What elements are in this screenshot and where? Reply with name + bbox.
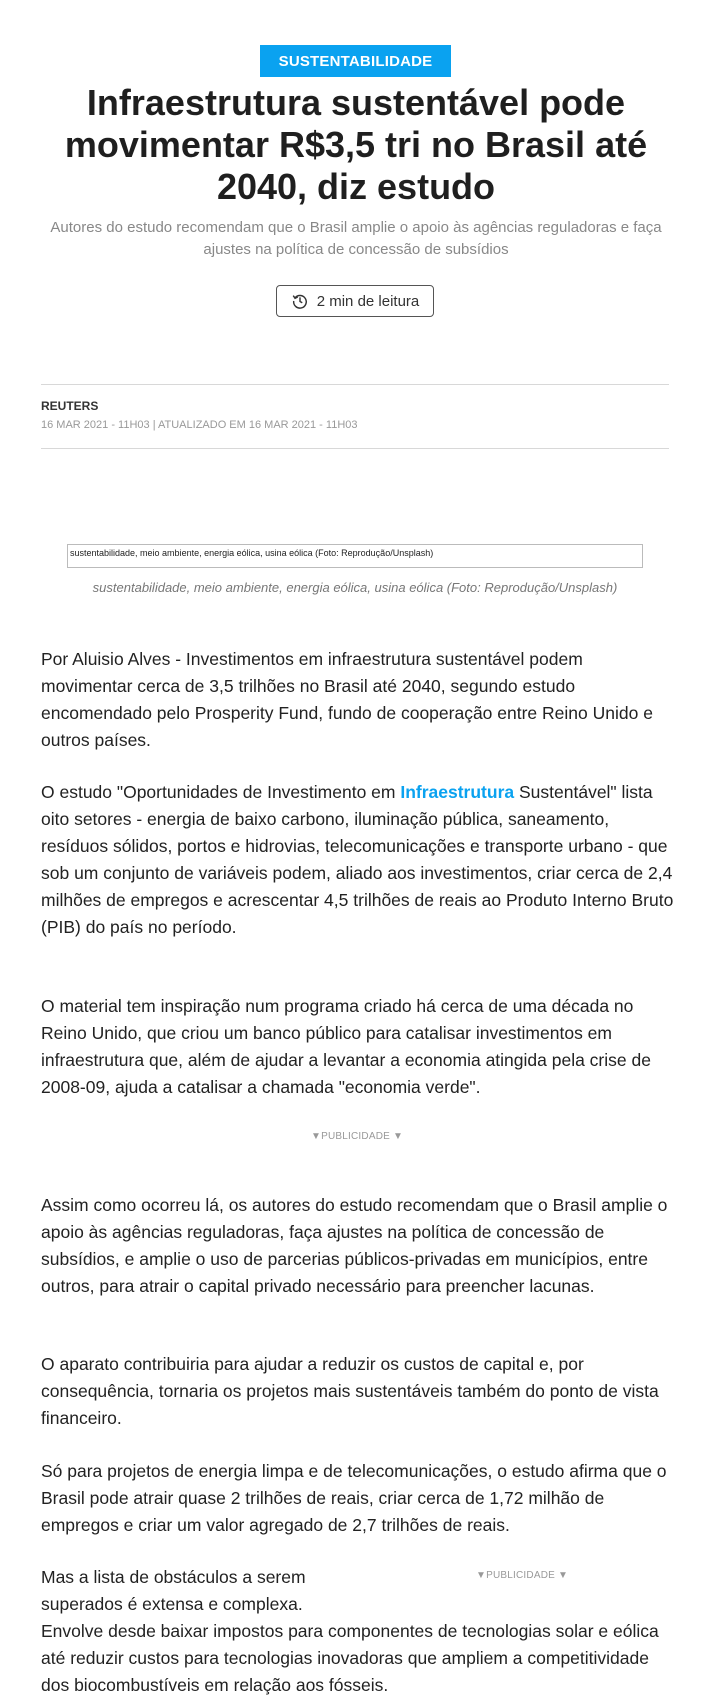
article-subtitle: Autores do estudo recomendam que o Brasil amplie o apoio às agências reguladoras e faça ajustes na política de concessão de subsídios — [50, 219, 662, 258]
paragraph-7-line-2: superados é extensa e complexa. — [41, 1594, 303, 1614]
divider-top — [41, 384, 669, 385]
paragraph-4: Assim como ocorreu lá, os autores do estudo recomendam que o Brasil amplie o apoio às agências reguladoras, faça ajustes na política de concessão de subsídios, e amplie o uso de parcerias públicos-privadas em municípios, entre outros, para atrair o capital privado necessário para preencher lacunas. — [41, 1195, 668, 1296]
article-dates: 16 MAR 2021 - 11H03 | ATUALIZADO EM 16 MAR 2021 - 11H03 — [41, 419, 358, 431]
paragraph-2-start: O estudo "Oportunidades de Investimento em — [41, 782, 401, 802]
article-title: Infraestrutura sustentável pode movimentar R$3,5 tri no Brasil até 2040, diz estudo — [64, 82, 648, 207]
article-agency[interactable]: REUTERS — [41, 399, 99, 413]
category-badge[interactable]: SUSTENTABILIDADE — [260, 45, 451, 77]
article-image: sustentabilidade, meio ambiente, energia eólica, usina eólica (Foto: Reprodução/Unsplash) — [67, 544, 643, 568]
paragraph-3: O material tem inspiração num programa criado há cerca de uma década no Reino Unido, que criou um banco público para catalisar investimentos em infraestrutura que, além de ajudar a levantar a economia atingida pela crise de 2008-09, ajuda a catalisar a chamada "economia verde". — [41, 996, 651, 1097]
read-time-badge — [276, 285, 434, 317]
paragraph-7 — [41, 1564, 677, 1699]
image-caption: sustentabilidade, meio ambiente, energia eólica, usina eólica (Foto: Reprodução/Unsplash) — [92, 580, 618, 595]
paragraph-5: O aparato contribuiria para ajudar a reduzir os custos de capital e, por consequência, tornaria os projetos mais sustentáveis também do ponto de vista financeiro. — [41, 1354, 659, 1428]
ad-label-2: ▼PUBLICIDADE ▼ — [476, 1570, 569, 1581]
paragraph-1: Por Aluisio Alves - Investimentos em infraestrutura sustentável podem movimentar cerca de 3,5 trilhões no Brasil até 2040, segundo estudo encomendado pelo Prosperity Fund, fundo de cooperação entre Reino Unido e outros países. — [41, 649, 653, 750]
divider-bottom — [41, 448, 669, 449]
paragraph-7-rest: Envolve desde baixar impostos para componentes de tecnologias solar e eólica até reduzir custos para tecnologias inovadoras que ampliem a competitividade dos biocombustíveis em relação aos fósseis. — [41, 1621, 659, 1695]
paragraph-7-line-1: Mas a lista de obstáculos a serem — [41, 1567, 306, 1587]
history-icon — [291, 292, 309, 310]
ad-label-1: ▼PUBLICIDADE ▼ — [311, 1131, 404, 1142]
infraestrutura-link[interactable]: Infraestrutura — [400, 782, 515, 802]
paragraph-6: Só para projetos de energia limpa e de telecomunicações, o estudo afirma que o Brasil pode atrair quase 2 trilhões de reais, criar cerca de 1,72 milhão de empregos e criar um valor agregado de 2,7 trilhões de reais. — [41, 1461, 667, 1535]
paragraph-2-end: Sustentável" lista oito setores - energia de baixo carbono, iluminação pública, saneamento, resíduos sólidos, portos e hidrovias, telecomunicações e transporte urbano - que sob um conjunto de variáveis podem, aliado aos investimentos, criar cerca de 2,4 milhões de empregos e acrescentar 4,5 trilhões de reais ao Produto Interno Bruto (PIB) do país no período. — [41, 782, 674, 937]
paragraph-2 — [41, 779, 677, 941]
read-time-text: 2 min de leitura — [316, 292, 420, 310]
